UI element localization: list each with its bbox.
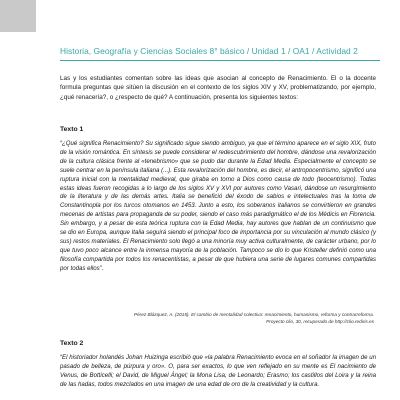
intro-text: Las y los estudiantes comentan sobre las ideas que asocian al concepto de Renacimiento. El o la docente formula preguntas que sitúen la discusión en el contexto de los siglos XIV y XV, problematizando, por ejemplo, ¿qué renacería?, o ¿respecto de qué? A continuación, presenta los siguientes textos:: [60, 75, 376, 101]
header-divider: [60, 60, 380, 61]
corner-tab: [0, 0, 36, 32]
texto-1-quote: [60, 140, 376, 274]
intro-paragraph: [60, 74, 376, 102]
texto-1-citation: [74, 312, 374, 325]
texto-2-quote: [60, 354, 376, 390]
texto-1-body: “¿Qué significa Renacimiento? Su significado sigue siendo ambiguo, ya que el término aparece en el siglo XIX, fruto de la visión romántica. En síntesis se puede considerar el redescubrimiento del hombre, dándose una revalorización de la cultura clásica frente al «tenebrismo» que se pudo dar durante la Edad Media. Especialmente el concepto se suele centrar en la península italiana (...). Esta revalorización del hombre, es decir, el antropocentrismo, significó una ruptura inicial con la mentalidad medieval, que giraba en torno a Dios como causa de todo (teocentrismo). Todas estas ideas fueron recogidas a lo largo de los siglos XV y XVI por autores como Vasari, dándose un resurgimiento de la literatura y de las demás artes. Italia se benefició del éxodo de sabios e intelectuales tras la toma de Constantinopla por los turcos otomanos en 1453. Junto a esto, los soberanos italianos se convirtieron en grandes mecenas de artistas para propaganda de su poder, siendo el caso más paradigmático el de los Médicis en Florencia. Sin embargo, y a pesar de esta teórica ruptura con la Edad Media, hay autores que hablan de un continuismo que se dio en Europa, aunque Italia seguirá siendo el principal foco de importancia por su vinculación al mundo clásico (y sus) restos materiales. El Renacimiento solo llegó a una minoría muy activa culturalmente, de carácter urbano, por lo que tuvo poco alcance entre la inmensa mayoría de la población. Tampoco se dio lo que Kristeller definió como una filosofía compartida por todos los renacentistas, a pesar de que hubiera una serie de lugares comunes compartidas por todas ellos”.: [60, 140, 377, 272]
texto-1-heading: Texto 1: [60, 126, 84, 133]
texto-2-body: “El historiador holandés Johan Huizinga escribió que «la palabra Renacimiento evoca en el soñador la imagen de un pasado de belleza, de púrpura y oro». O, para ser exactos, lo que ven reflejado en su mente es El nacimiento de Venus, de Botticelli; el David, de Miguel Ángel; la Mona Lisa, de Leonardo; Erasmo; los castillos del Loira y la reina de las hadas, todos mezclados en una imagen de una edad de oro de la creatividad y la cultura.: [60, 354, 376, 388]
page-header-title: Historia, Geografía y Ciencias Sociales 8° básico / Unidad 1 / OA1 / Actividad 2: [60, 46, 358, 56]
citation-line-1: Pérez Blázquez, A. (2015). El cambio de mentalidad colectiva: renacimiento, humanismo, reforma y contrarreforma.: [133, 312, 374, 317]
texto-2-heading: Texto 2: [60, 340, 84, 347]
citation-line-2: Proyecto clio, 30, recuperado de http://clio.rediris.es: [266, 318, 374, 324]
